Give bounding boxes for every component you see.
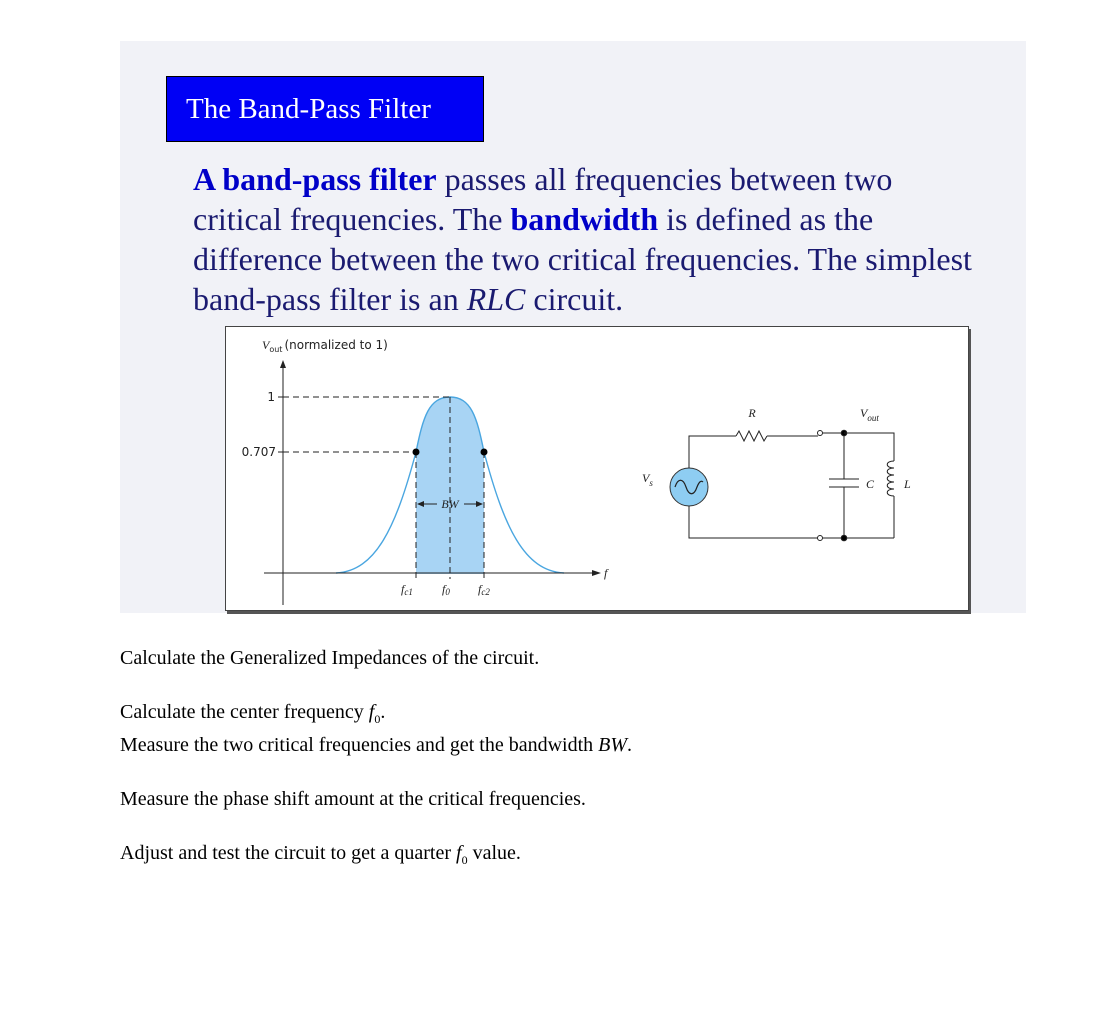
question-4: Measure the phase shift amount at the critical frequencies.	[120, 788, 586, 810]
slide	[120, 41, 1026, 613]
capacitor-label: C	[866, 477, 875, 491]
tick-0707-label: 0.707	[241, 445, 276, 459]
ind-wire-top	[844, 433, 894, 461]
y-axis-label: $V_{out}$ (normalized to 1)	[262, 338, 388, 354]
term-band-pass-filter: A band-pass filter	[193, 161, 437, 197]
f0-label: f0	[442, 582, 450, 597]
diagram-svg	[226, 327, 970, 612]
term-bandwidth: bandwidth	[510, 201, 659, 237]
fc2-point	[481, 449, 488, 456]
inductor-label: L	[904, 477, 911, 491]
source-label: $V_s$	[642, 471, 653, 488]
intro-paragraph	[193, 159, 973, 319]
question-5: Adjust and test the circuit to get a quarter $f_0$ value.	[120, 842, 521, 867]
y-axis-arrow	[280, 360, 286, 368]
question-1: Calculate the Generalized Impedances of the circuit.	[120, 647, 540, 669]
intro-text-2: is defined as the difference between the two critical frequencies. The simplest band-pass filter is an	[193, 201, 972, 317]
wire-top-left	[689, 436, 736, 468]
vout-label: $V_{out}$	[860, 406, 879, 423]
term-rlc: RLC	[466, 281, 526, 317]
resistor-zigzag	[736, 431, 767, 441]
question-3: Measure the two critical frequencies and get the bandwidth BW.	[120, 734, 633, 756]
slide-title: The Band-Pass Filter	[166, 76, 484, 142]
fc1-point	[413, 449, 420, 456]
bw-label: BW	[441, 497, 459, 511]
x-axis-arrow	[592, 570, 601, 576]
wire-bottom-left	[689, 506, 818, 538]
resistor-label: R	[748, 406, 756, 420]
fc1-label: fc1	[401, 582, 413, 597]
ac-source	[670, 468, 708, 506]
response-graph	[242, 338, 609, 605]
output-terminal-bottom	[818, 536, 823, 541]
intro-text-1: passes all frequencies between two critical frequencies. The	[193, 161, 893, 237]
tick-1-label: 1	[267, 390, 275, 404]
inductor-coil	[887, 461, 894, 496]
junction-bottom	[841, 535, 847, 541]
rlc-circuit	[670, 430, 894, 541]
question-2: Calculate the center frequency $f_0$.	[120, 701, 386, 726]
intro-text-3: circuit.	[525, 281, 624, 317]
x-axis-label: f	[604, 566, 608, 580]
fc2-label: fc2	[478, 582, 490, 597]
output-terminal-top	[818, 431, 823, 436]
questions-list	[120, 645, 1020, 873]
diagram-panel	[225, 326, 969, 611]
